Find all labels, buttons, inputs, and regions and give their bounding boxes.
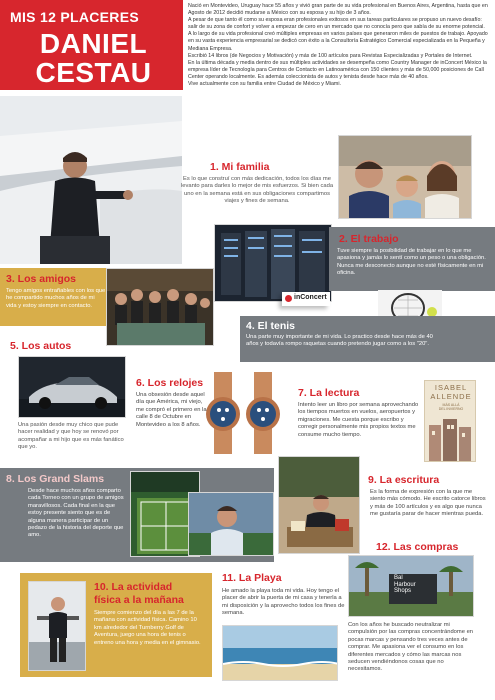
heading-relojes: 6. Los relojes <box>136 377 204 389</box>
book-subtitle-line2: DEL INVIERNO <box>438 407 464 411</box>
workout-photo <box>28 581 86 671</box>
text-amigos: Tengo amigos entrañables con los que he compartido muchos años de mi vida y estoy siempre en contacto. <box>6 288 106 309</box>
shops-photo <box>348 555 474 617</box>
book-subtitle-line1: MÁS ALLÁ <box>442 403 460 407</box>
band-amigos <box>0 268 112 326</box>
text-relojes: Una obsesión desde aquel día que América, mi viejo, me compró el primero en la calle 8 de Octubre en Montevideo a los 8 años. <box>136 392 207 428</box>
title-line2: DANIEL <box>39 28 148 59</box>
shops-sign-line1: Bal <box>394 575 403 581</box>
intro-paragraph: Vive actualmente con su familia entre Ciudad de México y Miami. <box>188 81 341 88</box>
heading-escritura: 9. La escritura <box>368 474 440 486</box>
band-trabajo <box>329 227 495 291</box>
text-grandslams: Desde hace muchos años comparto cada Torneo con un grupo de amigos maravillosos. Cada final en la que estoy presente siento que es de alguna manera participar de un pedazo de la historia del deporte que amo. <box>28 488 124 539</box>
text-compras: Con los años he buscado neutralizar mi compulsión por las compras concentrándome en pocas marcas y pensando tres veces antes de comprar. Me apasiona ver el consumo en los diferentes mercados y cómo las marcas nos seducen vendiéndonos cosas que no necesitamos. <box>348 622 474 673</box>
text-trabajo: Tuve siempre la posibilidad de trabajar en lo que me apasiona y jamás lo sentí como un peso o una obligación. Nunca me desconecto aunque no esté físicamente en mi oficina. <box>337 248 486 277</box>
heading-actividad-line2: física a la mañana <box>94 594 184 606</box>
intro-paragraph: Nació en Montevideo, Uruguay hace 55 años y vivió gran parte de su vida profesional en Buenos Aires, Argentina, hasta que en Agosto de 2012 decidió mudarse a México con su esposa y su hijo de 3 años. <box>188 3 488 17</box>
text-autos: Una pasión desde muy chico que pude hacer realidad y que hoy se renovó por acompañar a mi hijo que es más fanático que yo. <box>18 422 124 451</box>
heading-tenis: 4. El tenis <box>246 320 296 332</box>
band-tenis <box>240 316 495 362</box>
book-author-line1: ISABEL <box>434 383 468 392</box>
heading-compras: 12. Las compras <box>376 541 459 553</box>
shops-sign-line3: Shops <box>394 588 412 594</box>
text-playa: He amado la playa toda mi vida. Hoy tengo el placer de abrir la puerta de mi casa y tenerla a mi disposición y la aprovecho todos los fines de semana. <box>222 588 345 617</box>
title-box <box>0 0 183 90</box>
heading-familia: 1. Mi familia <box>210 161 270 173</box>
text-actividad: Siempre comienzo del día a las 7 de la mañana con actividad física. Camino 10 km alrededor del Turnberry Golf de Aventura, juego una hora de tenis o entreno una hora y media en el gimnasio. <box>94 610 201 646</box>
intro-paragraph: En la última década y media dentro de sus múltiples actividades se desempeña como Country Manager de inConcert México la empresa líder de Tecnología para Centros de Contacto en Latinoamérica con 150 clientes y más de 50,000 posiciones de Call Center operando localmente. Es además coleccionista de autos y tenista desde hace más de 40 años. <box>188 59 487 80</box>
intro-paragraph: A lo largo de su vida profesional creó múltiples empresas en varios países que generaron miles de puestos de trabajo. Apoyado en su vasta experiencia empresarial se dedicó con éxito a la Consultoría Estratégico Comercial especializada en la Pequeña y Mediana Empresa. <box>188 31 488 52</box>
inconcert-logo <box>282 292 330 306</box>
grandslam-selfie-photo <box>188 492 274 556</box>
intro-paragraph: A pesar de que tanto él como su esposa eran profesionales exitosos en sus tareas particulares se propuso un nuevo desafío: salir de su zona de confort y volver a empezar de cero en un mercado que no conocía pero que sabía de su enorme potencial. <box>188 17 485 31</box>
heading-actividad-line1: 10. La actividad <box>94 581 173 593</box>
family-photo <box>338 135 472 219</box>
heading-lectura: 7. La lectura <box>298 387 360 399</box>
logo-text: inConcert <box>294 294 327 301</box>
server-room-photo <box>214 224 332 302</box>
watches-photo <box>204 372 282 454</box>
text-escritura: Es la forma de expresión con la que me siento más cómodo. He escrito catorce libros y más de 100 artículos y es algo que nunca me gustaría parar de hacer mientras pueda. <box>370 489 486 518</box>
book-author-line2: ALLENDE <box>430 392 472 401</box>
logo-mark-icon <box>285 295 292 302</box>
heading-autos: 5. Los autos <box>10 340 72 352</box>
car-photo <box>18 356 126 418</box>
intro-text <box>188 3 490 88</box>
book-cover <box>424 380 476 462</box>
intro-paragraph: Escribió 14 libros (de Negocios y Motivación) y más de 100 artículos para Revistas Especializadas y Portales de Internet. <box>188 52 473 59</box>
band-actividad <box>20 573 212 677</box>
shops-sign <box>391 575 435 595</box>
portrait-photo <box>0 96 182 264</box>
text-lectura: Intento leer un libro por semana aprovechando los tiempos muertos en vuelos, aeropuertos y migraciones. Me cuesta porque escribo y corregir personalmente mis propios textos me consume mucho tiempo. <box>298 402 419 438</box>
heading-grandslams: 8. Los Grand Slams <box>6 473 105 485</box>
heading-trabajo: 2. El trabajo <box>339 233 399 245</box>
title-line1: MIS 12 PLACERES <box>10 9 139 25</box>
title-line3: CESTAU <box>35 57 152 88</box>
text-familia: Es lo que construí con más dedicación, todos los días me levanto para darles lo mejor de mis esfuerzos. Si bien cada uno en la semana está en sus obligaciones compartimos viajes y fines de semana. <box>180 176 334 205</box>
text-tenis: Una parte muy importante de mi vida. Lo practico desde hace más de 40 años y todavía rompo raquetas cuando pretendo jugar como a los "20". <box>246 334 433 348</box>
friends-photo <box>106 268 214 346</box>
heading-playa: 11. La Playa <box>222 572 282 584</box>
heading-amigos: 3. Los amigos <box>6 273 77 285</box>
shops-sign-line2: Harbour <box>394 581 416 588</box>
beach-photo <box>222 625 338 681</box>
writing-photo <box>278 456 360 554</box>
